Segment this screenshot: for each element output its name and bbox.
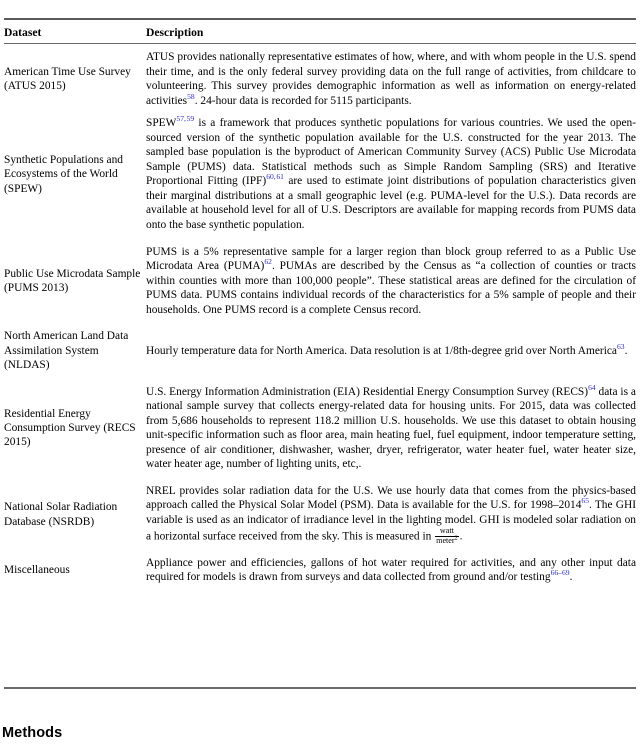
dataset-description-cell: ATUS provides nationally representative estimates of how, where, and with whom people in the U.S. spend their time, and is the only federal survey providing data on the full range of activities, from childcare to volunteering. This survey provides demographic information as well as information on energy-related activities$^{58}$. 24-hour data is recorded for 5115 participants. [146, 51, 636, 107]
dataset-description-cell: Appliance power and efficiencies, gallons of hot water required for activities, and any other input data required for models is drawn from surveys and data collected from ground and/or testing$^{66-69}$. [146, 556, 636, 584]
datasets-table [4, 22, 636, 592]
table-top-rule [4, 18, 636, 20]
dataset-name-cell: Miscellaneous [4, 563, 70, 576]
dataset-name-cell: Residential Energy Consumption Survey (RECS 2015) [4, 407, 136, 449]
table-body [4, 43, 636, 592]
dataset-description-cell: NREL provides solar radiation data for the U.S. We use hourly data that comes from the physics-based approach called the Physical Solar Model (PSM). Data is available for the U.S. for 1998–2014$^{65}$. The GHI variable is used as an indicator of irradiance level in the lighting model. GHI is modeled solar radiation on a horizontal surface received from the sky. This is measured in $\frac{\text{watt}}{meter^2}$ . [146, 484, 637, 546]
table-header [4, 22, 636, 43]
section-heading-methods: Methods [2, 725, 63, 741]
table-header-row [4, 22, 636, 43]
table-row [4, 478, 636, 552]
dataset-name-cell: American Time Use Survey (ATUS 2015) [4, 65, 131, 93]
table-row [4, 110, 636, 238]
column-header-description: Description [146, 25, 204, 39]
dataset-name-cell: Public Use Microdata Sample (PUMS 2013) [4, 267, 141, 294]
table-bottom-rule [4, 687, 636, 689]
table-row [4, 379, 636, 478]
column-header-dataset: Dataset [4, 25, 42, 39]
dataset-name-cell: North American Land Data Assimilation System (NLDAS) [4, 330, 129, 372]
dataset-name-cell: Synthetic Populations and Ecosystems of the World (SPEW) [4, 153, 123, 195]
table-row [4, 323, 636, 378]
dataset-description-cell: SPEW$^{57, 59}$ is a framework that produces synthetic populations for various countries. We used the open-sourced version of the synthetic population available for the U.S. constructed for the year 2013. The sampled base population is the byproduct of American Community Survey (ACS) Public Use Microdata Sample (PUMS) data. Statistical methods such as Simple Random Sampling (SRS) and Iterative Proportional Fitting (IPF)$^{60, 61}$ are used to estimate joint distributions of population characteristics given their marginal distributions at a small geographic level (e.g. PUMA-level for the U.S.). Data records are available at household level for all of U.S. Descriptors are available for mapping records from PUMS data onto the base synthetic population. [146, 114, 637, 232]
table-row [4, 239, 636, 324]
dataset-description-cell: PUMS is a 5% representative sample for a larger region than block group referred to as a Public Use Microdata Area (PUMA)$^{62}$. PUMAs are described by the Census as “a collection of counties or tracts within counties with more than 100,000 people”. These statistical areas are defined for the circulation of PUMS data. PUMS contains individual records of the characteristics for a 5% sample of people and their households. One PUMS record is a complete Census record. [146, 245, 636, 316]
dataset-description-cell: U.S. Energy Information Administration (EIA) Residential Energy Consumption Survey (RECS)$^{64}$ data is a national sample survey that collects energy-related data for housing units. For 2015, data was collected from 5,686 households to represent 118.2 million U.S. households. We use this dataset to obtain housing unit-specific information such as floor area, main heating fuel, fuel equipment, indoor temperature setting, presence of air conditioner, dishwasher, washer, dryer, refrigerator, water heater fuel, water heater size, water heater age, number of lighting units, etc,. [146, 382, 636, 471]
dataset-name-cell: National Solar Radiation Database (NSRDB) [4, 501, 118, 528]
dataset-description-cell: Hourly temperature data for North America. Data resolution is at 1/8th-degree grid over North America$^{63}$. [146, 341, 628, 357]
table-row [4, 552, 636, 592]
table-row [4, 43, 636, 110]
clipped-caption-line [0, 0, 640, 5]
